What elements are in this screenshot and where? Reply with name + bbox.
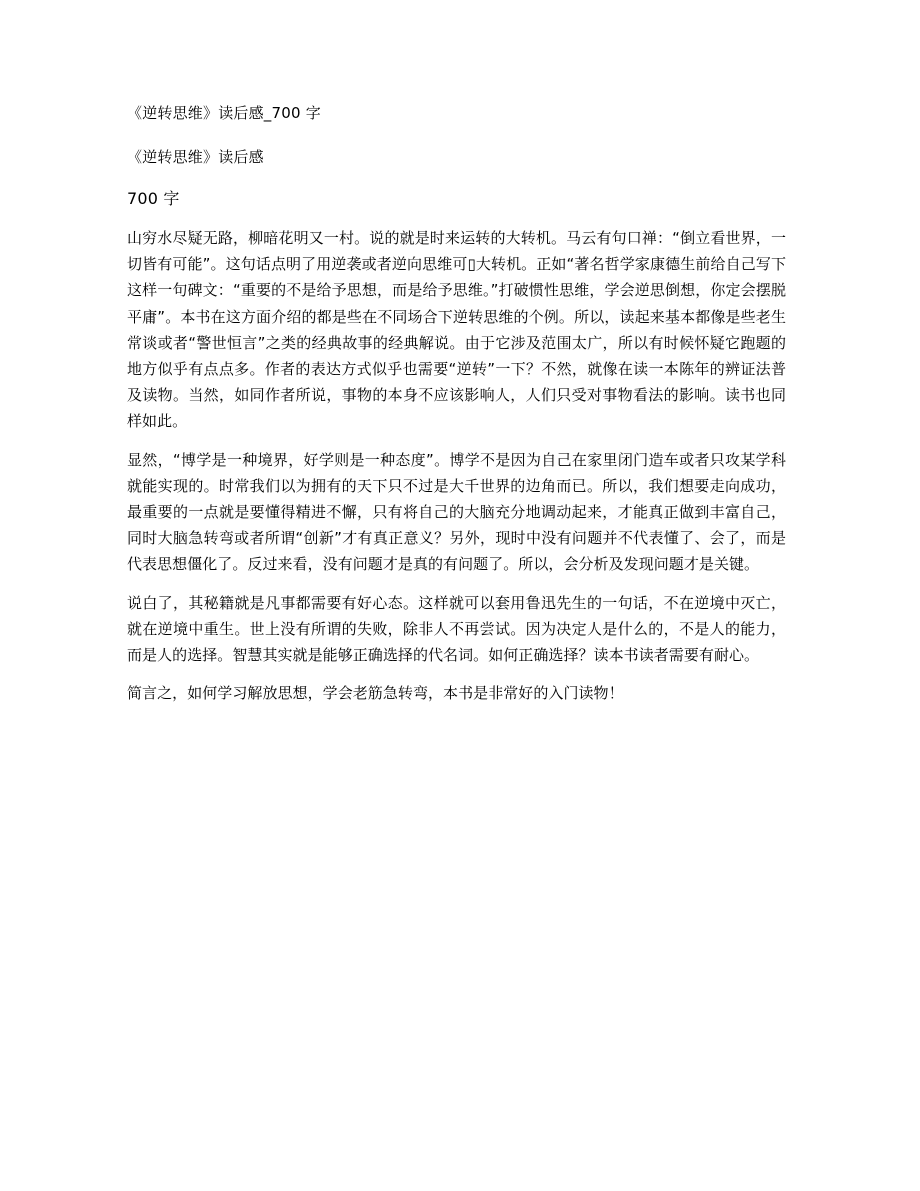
document-subtitle: 《逆转思维》读后感	[127, 148, 264, 166]
document-word-count: 700 字	[127, 189, 180, 208]
document-title: 《逆转思维》读后感_700 字	[127, 104, 321, 122]
body-paragraph: 说白了，其秘籍就是凡事都需要有好心态。这样就可以套用鲁迅先生的一句话，不在逆境中灭亡，就在逆境中重生。世上没有所谓的失败，除非人不再尝试。因为决定人是什么的，不是人的能力，而是人的选择。智慧其实就是能够正确选择的代名词。如何正确选择？读本书读者需要有耐心。	[127, 593, 786, 665]
body-paragraph: 山穷水尽疑无路，柳暗花明又一村。说的就是时来运转的大转机。马云有句口禅：“倒立看世界，一切皆有可能”。这句话点明了用逆袭或者逆向思维可▯大转机。正如“著名哲学家康德生前给自己写下这样一句碑文：“重要的不是给予思想，而是给予思维。”打破惯性思维，学会逆思倒想，你定会摆脱平庸”。本书在这方面介绍的都是些在不同场合下逆转思维的个例。所以，读起来基本都像是些老生常谈或者“警世恒言”之类的经典故事的经典解说。由于它涉及范围太广，所以有时候怀疑它跑题的地方似乎有点点多。作者的表达方式似乎也需要“逆转”一下？不然，就像在读一本陈年的辨证法普及读物。当然，如同作者所说，事物的本身不应该影响人，人们只受对事物看法的影响。读书也同样如此。	[127, 229, 786, 431]
body-paragraph: 简言之，如何学习解放思想，学会老筋急转弯，本书是非常好的入门读物！	[127, 684, 624, 703]
body-paragraph: 显然，“博学是一种境界，好学则是一种态度”。博学不是因为自己在家里闭门造车或者只攻某学科就能实现的。时常我们以为拥有的天下只不过是大千世界的边角而已。所以，我们想要走向成功，最重要的一点就是要懂得精进不懈，只有将自己的大脑充分地调动起来，才能真正做到丰富自己，同时大脑急转弯或者所谓“创新”才有真正意义？另外，现时中没有问题并不代表懂了、会了，而是代表思想僵化了。反过来看，没有问题才是真的有问题了。所以，会分析及发现问题才是关键。	[127, 450, 786, 574]
document-body	[127, 225, 786, 706]
document-content	[127, 100, 786, 706]
